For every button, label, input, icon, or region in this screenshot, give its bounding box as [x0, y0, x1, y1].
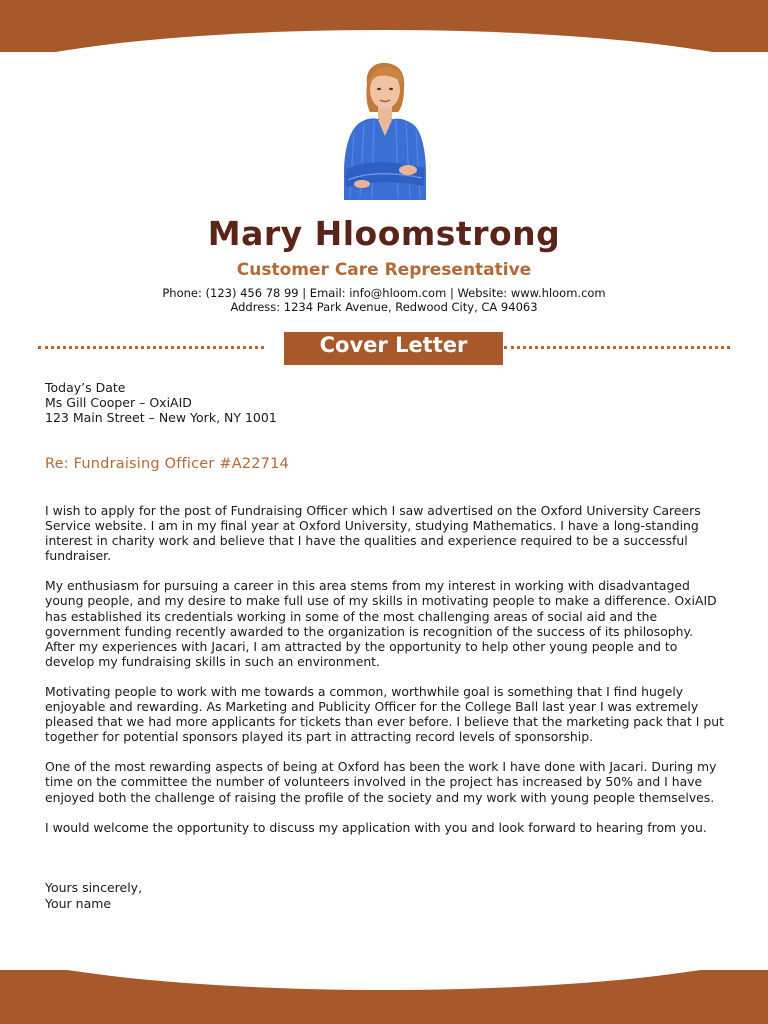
- section-heading-cover-letter: Cover Letter: [284, 332, 503, 365]
- signature: Your name: [45, 895, 112, 911]
- profile-photo: [320, 62, 448, 202]
- divider-dots-left: [38, 346, 264, 349]
- contact-info: Phone: (123) 456 78 99 | Email: info@hloom.com | Website: www.hloom.com: [162, 286, 606, 300]
- top-decorative-band: [0, 0, 768, 52]
- paragraph: Motivating people to work with me towards a common, worthwhile goal is something that I find hugely enjoyable and rewarding. As Marketing and Publicity Officer for the College Ball last year I was extremely pleased that we had more applicants for tickets than ever before. I believe that the marketing pack that I put together for potential sponsors played its part in attracting record levels of sponsorship.: [45, 683, 724, 745]
- applicant-job-title: Customer Care Representative: [236, 260, 532, 280]
- paragraph: My enthusiasm for pursuing a career in this area stems from my interest in working with disadvantaged young people, and my desire to make full use of my skills in motivating people to make a difference. OxiAID has established its credentials working in some of the most challenging areas of social aid and the government funding recently awarded to the organization is recognition of the success of its philosophy. After my experiences with Jacari, I am attracted by the opportunity to help other young people and to develop my fundraising skills in such an environment.: [45, 578, 717, 669]
- divider-dots-right: [504, 346, 730, 349]
- letter-date: Today’s Date: [45, 380, 126, 395]
- subject-line: Re: Fundraising Officer #A22714: [45, 456, 289, 472]
- address-info: Address: 1234 Park Avenue, Redwood City, CA 94063: [230, 300, 538, 314]
- paragraph: One of the most rewarding aspects of being at Oxford has been the work I have done with Jacari. During my time on the committee the number of volunteers involved in the project has increased by 50% and I have enjoyed both the challenge of raising the profile of the society and my work with young people themselves.: [45, 759, 717, 805]
- paragraph: I wish to apply for the post of Fundraising Officer which I saw advertised on the Oxford University Careers Service website. I am in my final year at Oxford University, studying Mathematics. I have a long-standing interest in charity work and believe that I have the qualities and experience required to be a successful fundraiser.: [45, 503, 701, 564]
- letter-body: [45, 503, 725, 850]
- recipient-address: 123 Main Street – New York, NY 1001: [45, 410, 277, 426]
- recipient-block: [45, 380, 277, 426]
- closing-block: [45, 880, 142, 911]
- salutation: Yours sincerely,: [45, 880, 143, 895]
- applicant-name: Mary Hloomstrong: [207, 214, 561, 253]
- paragraph: I would welcome the opportunity to discuss my application with you and look forward to hearing from you.: [45, 819, 707, 835]
- recipient-contact: Ms Gill Cooper – OxiAID: [45, 395, 192, 411]
- bottom-decorative-band: [0, 970, 768, 1024]
